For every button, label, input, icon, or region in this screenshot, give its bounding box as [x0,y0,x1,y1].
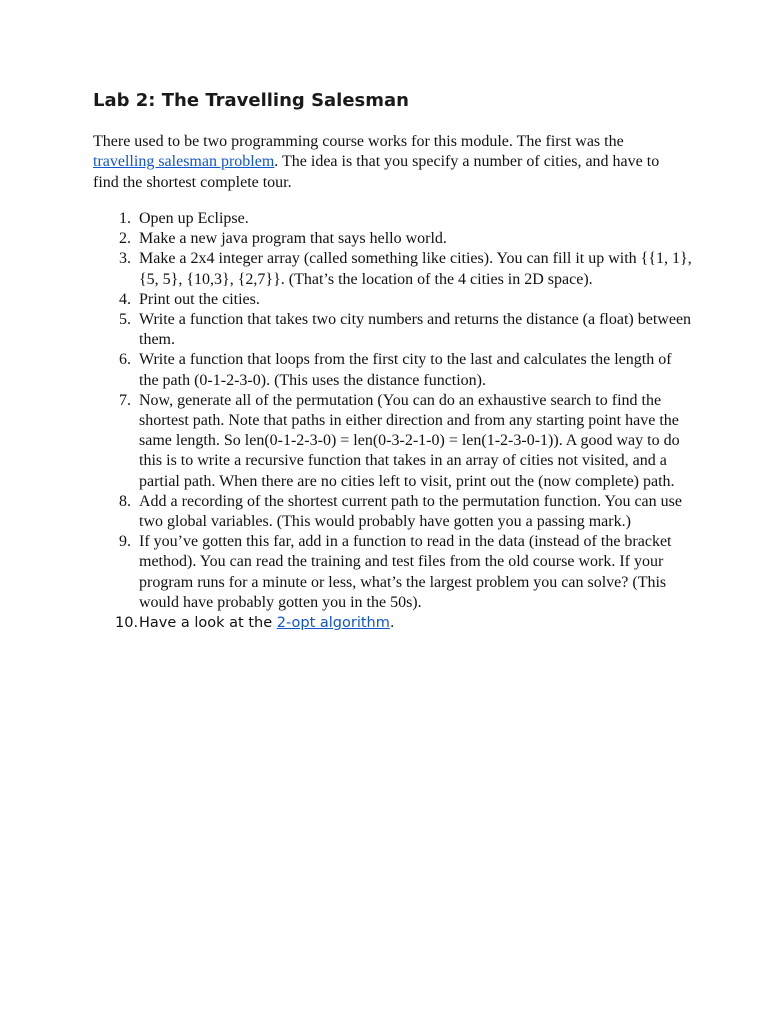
step-text-start: Have a look at the [139,615,277,632]
intro-paragraph [93,132,683,193]
step-text: Make a new java program that says hello world. [139,230,447,248]
step-number: 8. [119,492,131,510]
list-item [93,249,693,289]
list-item [93,209,693,229]
list-item [93,310,693,350]
step-text: Now, generate all of the permutation (You can do an exhaustive search to find the shortest path. Note that paths in either direction and from any starting point have the same length. So len(0-1-2-3-0) = len(0-3-2-1-0) = len(1-2-3-0-1)). A good way to do this is to write a recursive function that takes in an array of cities not visited, and a partial path. When there are no cities left to visit, print out the (now complete) path. [139,391,680,490]
step-text-end: . [389,615,395,632]
step-number: 2. [119,230,131,248]
page-title: Lab 2: The Travelling Salesman [93,90,409,111]
step-number: 10. [115,615,139,632]
travelling-salesman-link[interactable]: travelling salesman problem [93,153,275,171]
list-item [93,229,693,249]
list-item [93,532,693,613]
step-number: 3. [119,250,131,268]
two-opt-algorithm-link[interactable]: 2-opt algorithm [276,615,390,632]
step-text: Write a function that takes two city numbers and returns the distance (a float) between them. [139,311,692,349]
list-item [93,613,693,633]
list-item [93,290,693,310]
step-text: Make a 2x4 integer array (called something like cities). You can fill it up with {{1, 1}, {5, 5}, {10,3}, {2,7}}. (That’s the location of the 4 cities in 2D space). [139,250,692,288]
step-text: Open up Eclipse. [139,210,249,227]
step-text: Print out the cities. [139,290,260,308]
list-item [93,350,693,390]
step-number: 6. [119,351,131,369]
step-text: Add a recording of the shortest current path to the permutation function. You can use two global variables. (This would probably have gotten you a passing mark.) [139,492,682,531]
intro-text-end: . The idea is that you specify a number of cities, and have to find the shortest complete tour. [93,153,660,191]
step-text: If you’ve gotten this far, add in a function to read in the data (instead of the bracket method). You can read the training and test files from the old course work. If your program runs for a minute or less, what’s the largest problem you can solve? (This would have probably gotten you in the 50s). [139,533,672,611]
step-number: 9. [119,533,131,551]
list-item [93,492,693,532]
intro-text-start: There used to be two programming course works for this module. The first was the [93,133,624,150]
steps-list [93,209,693,633]
step-text [139,615,394,631]
step-number: 4. [119,290,131,308]
step-number: 5. [119,311,131,329]
step-text: Write a function that loops from the first city to the last and calculates the length of the path (0-1-2-3-0). (This uses the distance function). [139,351,672,389]
step-number: 1. [119,210,131,227]
step-number: 7. [119,391,131,409]
list-item [93,391,693,492]
